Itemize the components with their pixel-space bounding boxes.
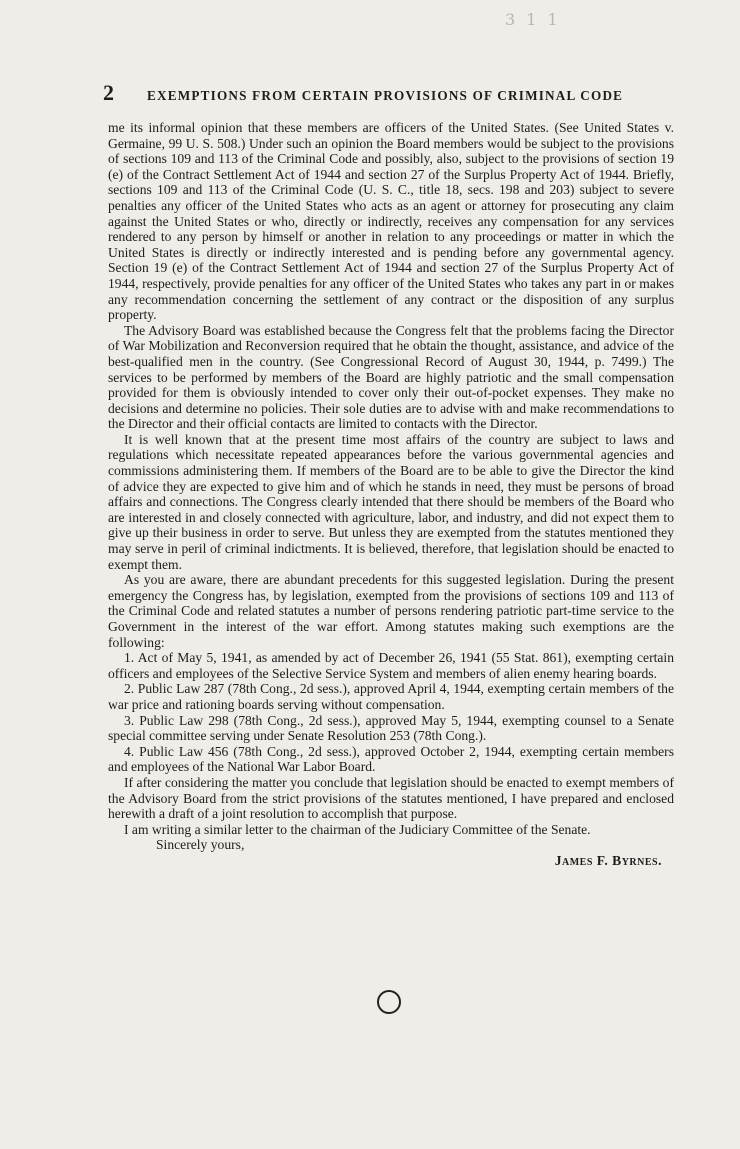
letter-body [108,120,674,869]
list-item: 1. Act of May 5, 1941, as amended by act of December 26, 1941 (55 Stat. 861), exempting certain officers and employees of the Selective Service System and members of alien enemy hearing boards. [108,650,674,681]
paragraph: I am writing a similar letter to the chairman of the Judiciary Committee of the Senate. [124,821,591,837]
circle-mark-icon [377,990,401,1014]
closing: Sincerely yours, [156,837,245,853]
list-item: 4. Public Law 456 (78th Cong., 2d sess.), approved October 2, 1944, exempting certain members and employees of the National War Labor Board. [108,743,674,775]
signature: James F. Byrnes. [554,852,662,868]
running-header [103,80,663,106]
list-item: 2. Public Law 287 (78th Cong., 2d sess.), approved April 4, 1944, exempting certain members of the war price and rationing boards serving without compensation. [108,681,674,712]
paragraph: The Advisory Board was established because the Congress felt that the problems facing the Director of War Mobilization and Reconversion required that he obtain the thought, assistance, and advice of the best-qualified men in the country. (See Congressional Record of August 30, 1944, p. 7499.) The services to be performed by members of the Board are highly patriotic and the small compensation provided for them is obviously intended to cover only their out-of-pocket expenses. They make no decisions and determine no policies. Their sole duties are to advise with and make recommendations to the Director and their official contacts are limited to contacts with the Director. [108,322,674,432]
paragraph-continued: me its informal opinion that these members are officers of the United States. (See United States v. Germaine, 99 U. S. 508.) Under such an opinion the Board members would be subject to the provisions of sections 109 and 113 of the Criminal Code and possibly, also, subject to the provisions of section 19 (e) of the Contract Settlement Act of 1944 and section 27 of the Surplus Property Act of 1944. Briefly, sections 109 and 113 of the Criminal Code (U. S. C., title 18, secs. 198 and 203) subject to severe penalties any officer of the United States who acts as an agent or attorney for prosecuting any claim against the United States or who, directly or indirectly, receives any compensation for any services rendered to any person by himself or another in relation to any proceedings or matter in which the United States is directly or indirectly interested and is pending before any governmental agency. Section 19 (e) of the Contract Settlement Act of 1944 and section 27 of the Surplus Property Act of 1944, respectively, provide penalties for any officer of the United States who takes any part in or makes any recommendation concerning the settlement of any contract or the disposition of any surplus property. [108,120,674,323]
paragraph: It is well known that at the present time most affairs of the country are subject to laws and regulations which necessitate repeated appearances before the various governmental agencies and commissions administering them. If members of the Board are to be able to give the Director the kind of advice they are expected to give him and of which he stands in need, they must be persons of broad affairs and connections. The Congress clearly intended that there should be members of the Board who are interested in and closely connected with agriculture, labor, and industry, and did not expect them to give up their business in order to serve. But unless they are exempted from the statutes mentioned they may serve in peril of criminal indictments. It is believed, therefore, that legislation should be enacted to exempt them. [108,431,674,572]
list-item: 3. Public Law 298 (78th Cong., 2d sess.), approved May 5, 1944, exempting counsel to a Senate special committee serving under Senate Resolution 253 (78th Cong.). [108,712,674,744]
ink-marks: 3 1 1 [505,10,561,29]
paragraph: If after considering the matter you conclude that legislation should be enacted to exempt members of the Advisory Board from the strict provisions of the statutes mentioned, I have prepared and enclosed herewith a draft of a joint resolution to accomplish that purpose. [108,774,674,822]
page-number: 2 [103,80,114,105]
paragraph: As you are aware, there are abundant precedents for this suggested legislation. During the present emergency the Congress has, by legislation, exempted from the provisions of sections 109 and 113 of the Criminal Code and related statutes a number of persons rendering patriotic part-time service to the Government in the interest of the war effort. Among statutes making such exemptions are the following: [108,572,674,650]
running-title: EXEMPTIONS FROM CERTAIN PROVISIONS OF CRIMINAL CODE [147,88,624,103]
